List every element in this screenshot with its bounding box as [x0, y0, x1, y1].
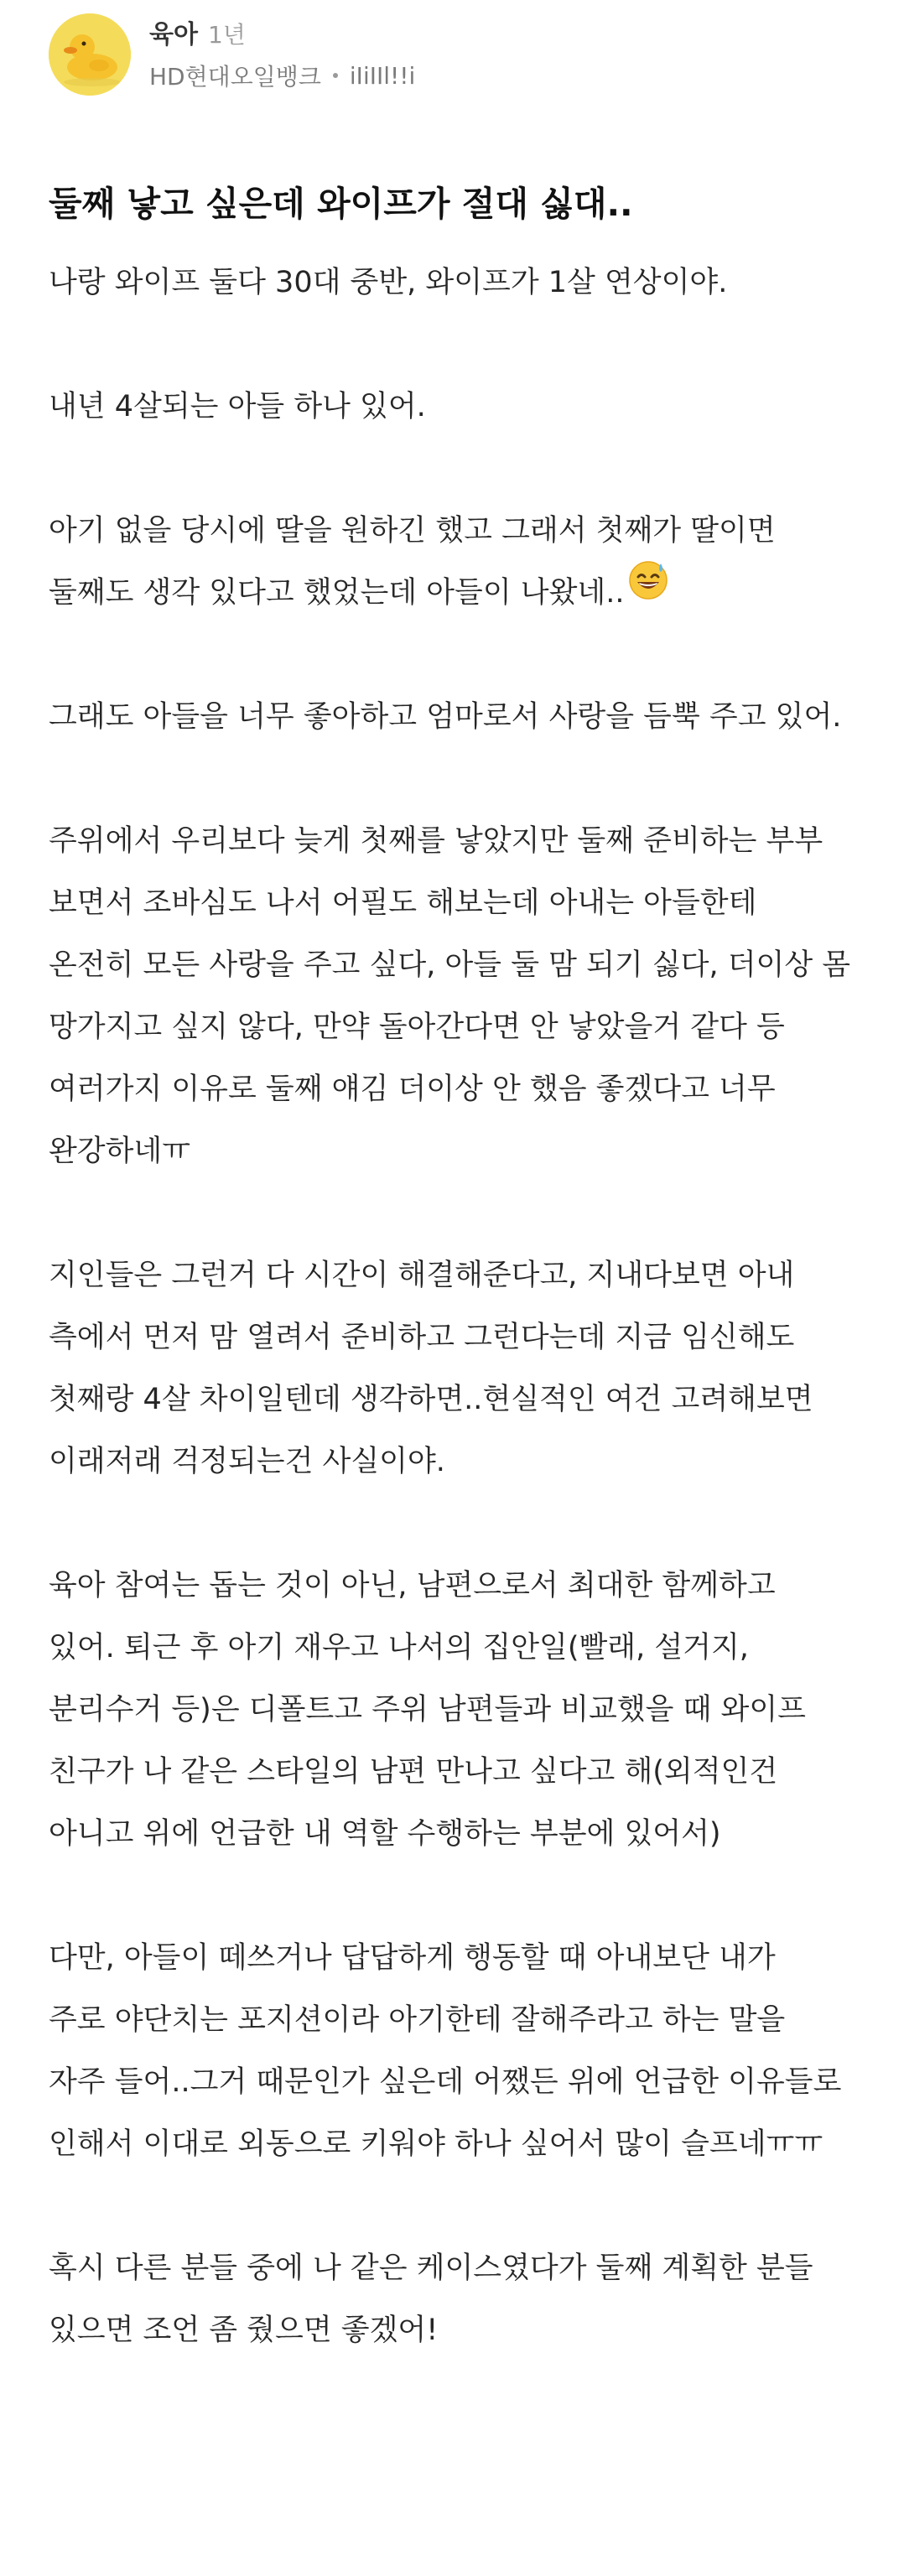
body-line: 육아 참여는 돕는 것이 아닌, 남편으로서 최대한 함께하고: [49, 1569, 776, 1602]
body-line: 망가지고 싶지 않다, 만약 돌아간다면 안 낳았을거 같다 등: [49, 1010, 785, 1044]
body-line-with-emoji: [49, 562, 870, 624]
paragraph: [49, 1555, 870, 1865]
body-line: 분리수거 등)은 디폴트고 주위 남편들과 비교했을 때 와이프: [49, 1693, 806, 1727]
body-line: 온전히 모든 사랑을 주고 싶다, 아들 둘 맘 되기 싫다, 더이상 몸: [49, 948, 851, 982]
body-line: 주위에서 우리보다 늦게 첫째를 낳았지만 둘째 준비하는 부부: [49, 824, 823, 858]
body-line: 여러가지 이유로 둘째 얘김 더이상 안 했음 좋겠다고 너무: [49, 1072, 776, 1106]
body-line: 완강하네ㅠ: [49, 1135, 191, 1168]
body-line: 있어. 퇴근 후 아기 재우고 나서의 집안일(빨래, 설거지,: [49, 1631, 749, 1665]
paragraph: [49, 376, 870, 438]
body-line: 자주 들어..그거 때문인가 싶은데 어쨌든 위에 언급한 이유들로: [49, 2065, 842, 2099]
body-line: 있으면 조언 좀 줬으면 좋겠어!: [49, 2314, 439, 2347]
post-header: [49, 8, 870, 92]
body-line: 인해서 이대로 외동으로 키워야 하나 싶어서 많이 슬프네ㅠㅠ: [49, 2127, 823, 2161]
body-line: 내년 4살되는 아들 하나 있어.: [49, 390, 426, 423]
paragraph: [49, 252, 870, 314]
author-meta: [149, 59, 415, 92]
grinning-sweat-icon: [627, 558, 669, 622]
body-line: 혹시 다른 분들 중에 나 같은 케이스였다가 둘째 계획한 분들: [49, 2251, 813, 2285]
author-company: HD현대오일뱅크: [149, 63, 321, 91]
body-line: 아기 없을 당시에 딸을 원하긴 했고 그래서 첫째가 딸이면: [49, 514, 776, 548]
body-line: 그래도 아들을 너무 좋아하고 엄마로서 사랑을 듬뿍 주고 있어.: [49, 700, 842, 734]
post-body: [49, 252, 870, 2423]
body-line: 주로 야단치는 포지션이라 아기한테 잘해주라고 하는 말을: [49, 2003, 786, 2037]
body-line: 보면서 조바심도 나서 어필도 해보는데 아내는 아들한테: [49, 886, 757, 920]
paragraph: [49, 810, 870, 1182]
rubber-duck-icon: [49, 13, 131, 96]
body-line: 측에서 먼저 맘 열려서 준비하고 그런다는데 지금 임신해도: [49, 1321, 795, 1354]
author-line: [149, 13, 246, 47]
body-line: 이래저래 걱정되는건 사실이야.: [49, 1445, 445, 1478]
post-title: 둘째 낳고 싶은데 와이프가 절대 싫대..: [49, 184, 633, 224]
post-time: 1년: [207, 21, 246, 49]
paragraph: [49, 2237, 870, 2361]
author-name[interactable]: 육아: [149, 20, 198, 49]
body-line: 다만, 아들이 떼쓰거나 답답하게 행동할 때 아내보단 내가: [49, 1941, 776, 1975]
paragraph: [49, 1927, 870, 2175]
body-line: 지인들은 그런거 다 시간이 해결해준다고, 지내다보면 아내: [49, 1259, 795, 1292]
body-line: 첫째랑 4살 차이일텐데 생각하면..현실적인 여건 고려해보면: [49, 1383, 813, 1416]
body-line: 아니고 위에 언급한 내 역할 수행하는 부분에 있어서): [49, 1817, 721, 1851]
paragraph: [49, 1244, 870, 1493]
body-line-text: 둘째도 생각 있다고 했었는데 아들이 나왔네..: [49, 576, 625, 610]
body-line: 나랑 와이프 둘다 30대 중반, 와이프가 1살 연상이야.: [49, 266, 728, 299]
separator-dot: [333, 73, 338, 78]
body-line: 친구가 나 같은 스타일의 남편 만나고 싶다고 해(외적인건: [49, 1755, 778, 1789]
paragraph: [49, 686, 870, 748]
author-handle: iIiIIl!!i: [349, 61, 416, 90]
rubber-duck-avatar[interactable]: [49, 13, 131, 96]
paragraph: [49, 500, 870, 624]
